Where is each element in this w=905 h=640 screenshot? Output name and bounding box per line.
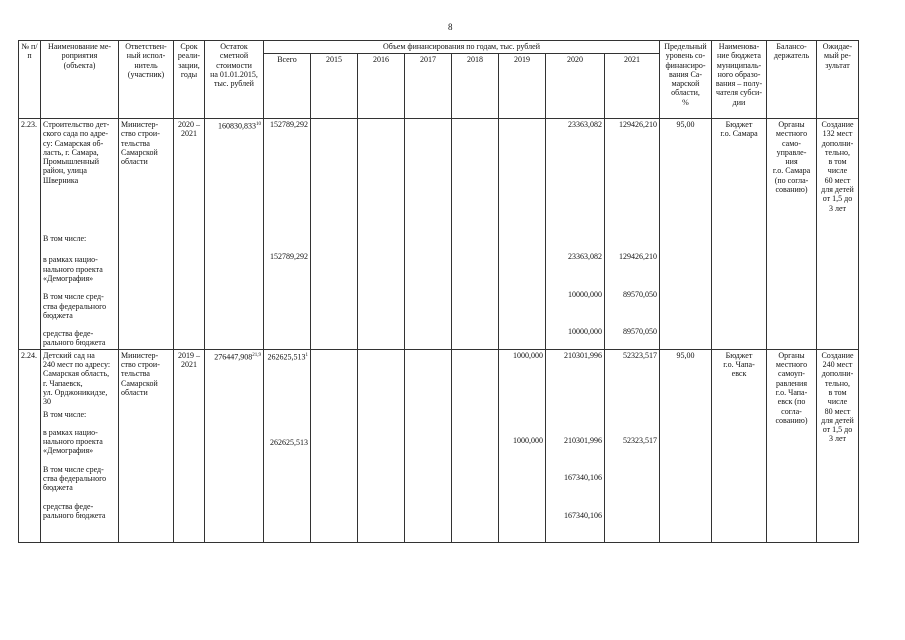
header-year-2017: 2017	[405, 54, 452, 119]
expected-result: Создание 132 мест дополни- тельно, в том числе 60 мест для детей от 1,5 до 3 лет	[817, 119, 859, 350]
header-year-2020: 2020	[546, 54, 605, 119]
balance-holder: Органы местного само- управле- ния г.о. Самара (по согла- сованию)	[767, 119, 817, 350]
total: 152789,292 152789,292	[264, 119, 311, 350]
header-responsible: Ответствен- ный испол- нитель (участник)	[119, 41, 174, 119]
term: 2020 – 2021	[174, 119, 205, 350]
rest-cost: 276447,908$^{21,9}$	[205, 349, 264, 542]
header-budget: Наименова- ние бюджета муниципаль- ного образо- вания – полу- чателя субси- дии	[712, 41, 767, 119]
year-2020: 23363,082 23363,082 10000,000 10000,000	[546, 119, 605, 350]
table-row	[19, 119, 859, 350]
balance-holder: Органы местного самоуп- равления г.о. Чапа- евск (по согла- сованию)	[767, 349, 817, 542]
row-number: 2.24.	[19, 349, 41, 542]
object-name: Строительство дет- ского сада по адре- су: Самарская об- ласть, г. Самара, Промышленный район, улица Шверника В том числе: в рамках нацио- нального проекта «Демография» В том числе сред- ства федерального бюджета средства феде- рального бюджета	[41, 119, 119, 350]
header-year-total: Всего	[264, 54, 311, 119]
expected-result: Создание 240 мест дополни- тельно, в том числе 80 мест для детей от 1,5 до 3 лет	[817, 349, 859, 542]
year-2021: 129426,210 129426,210 89570,050 89570,050	[605, 119, 660, 350]
header-volume: Объем финансирования по годам, тыс. рублей	[264, 41, 660, 54]
year-2019: 1000,000 1000,000	[499, 349, 546, 542]
header-year-2016: 2016	[358, 54, 405, 119]
header-year-2018: 2018	[452, 54, 499, 119]
budget-name: Бюджет г.о. Чапа- евск	[712, 349, 767, 542]
budget-name: Бюджет г.о. Самара	[712, 119, 767, 350]
row-number: 2.23.	[19, 119, 41, 350]
header-holder: Балансо- держатель	[767, 41, 817, 119]
header-year-2015: 2015	[311, 54, 358, 119]
total: 262625,513$^1$ 262625,513	[264, 349, 311, 542]
header-limit: Предельный уровень со- финансиро- вания Са- марской области, %	[660, 41, 712, 119]
year-2020: 210301,996 210301,996 167340,106 167340,106	[546, 349, 605, 542]
term: 2019 – 2021	[174, 349, 205, 542]
header-name: Наименование ме- роприятия (объекта)	[41, 41, 119, 119]
year-2021: 52323,517 52323,517	[605, 349, 660, 542]
page-number: 8	[448, 22, 453, 32]
responsible: Министер- ство строи- тельства Самарской области	[119, 349, 174, 542]
table-row	[19, 349, 859, 542]
limit-level: 95,00	[660, 349, 712, 542]
header-year-2021: 2021	[605, 54, 660, 119]
header-result: Ожидае- мый ре- зультат	[817, 41, 859, 119]
year-2019	[499, 119, 546, 350]
header-rest: Остаток сметной стоимости на 01.01.2015, тыс. рублей	[205, 41, 264, 119]
responsible: Министер- ство строи- тельства Самарской области	[119, 119, 174, 350]
financing-table	[18, 40, 859, 543]
rest-cost: 160830,833$^{10}$	[205, 119, 264, 350]
header-year-2019: 2019	[499, 54, 546, 119]
object-name: Детский сад на 240 мест по адресу: Самарская область, г. Чапаевск, ул. Орджоникидзе, 30 В том числе: в рамках нацио- нального проекта «Демография» В том числе сред- ства федерального бюджета средства феде- рального бюджета	[41, 349, 119, 542]
limit-level: 95,00	[660, 119, 712, 350]
header-term: Срок реали- зации, годы	[174, 41, 205, 119]
header-no: № п/п	[19, 41, 41, 119]
